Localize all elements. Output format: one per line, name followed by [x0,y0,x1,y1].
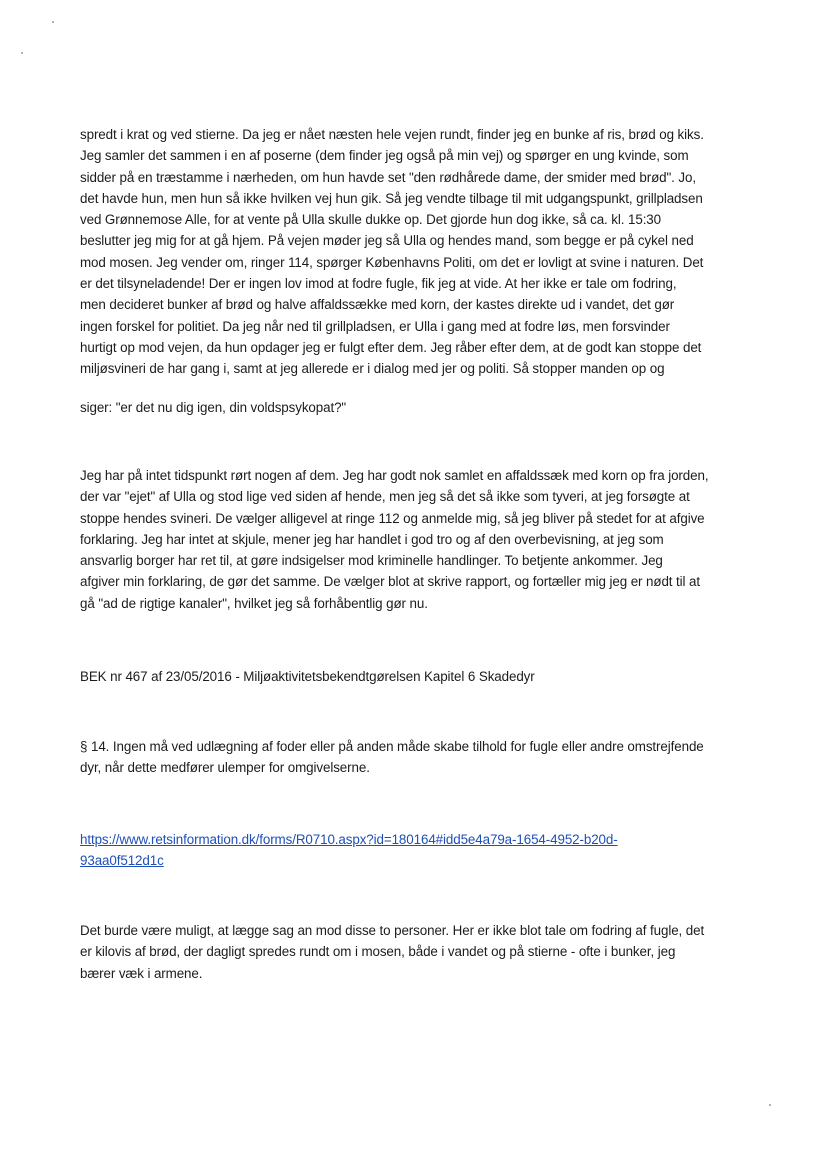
text-line: siger: "er det nu dig igen, din voldspsykopat?" [80,400,347,415]
paragraph-conclusion [80,920,748,984]
paragraph-narrative [80,124,748,380]
text-line: gå "ad de rigtige kanaler", hvilket jeg så forhåbentlig gør nu. [80,595,428,611]
text-line: er kilovis af brød, der dagligt spredes rundt om i mosen, både i vandet og på stierne - ofte i bunker, jeg [80,944,676,960]
paragraph-explanation [80,465,748,614]
scan-speck [769,1104,771,1106]
paragraph-quote [80,397,748,418]
text-line: dyr, når dette medfører ulemper for omgivelserne. [80,760,370,776]
text-line: men decideret bunker af brød og halve affaldssække med korn, der kastes direkte ud i vandet, det gør [80,297,675,313]
scan-speck [52,21,54,23]
text-line: miljøsvineri de har gang i, samt at jeg allerede er i dialog med jer og politi. Så stopper manden op og [80,361,665,377]
text-line: Det burde være muligt, at lægge sag an mod disse to personer. Her er ikke blot tale om fodring af fugle, det [80,923,705,938]
regulation-link[interactable] [80,829,748,872]
text-line: forklaring. Jeg har intet at skjule, mener jeg har handlet i god tro og af den overbevisning, at jeg som [80,531,664,547]
text-line: det havde hun, men hun så ikke hvilken vej hun gik. Så jeg vendte tilbage til mit udgangspunkt, grillpladsen [80,190,703,206]
text-line: sidder på en træstamme i nærheden, om hun havde set "den rødhårede dame, der smider med brød". Jo, [80,169,696,185]
text-line: spredt i krat og ved stierne. Da jeg er nået næsten hele vejen rundt, finder jeg en bunke af ris, brød og kiks. [80,127,704,142]
text-line: beslutter jeg mig for at gå hjem. På vejen møder jeg så Ulla og hendes mand, som begge er på cykel ned [80,233,694,249]
regulation-reference [80,666,748,687]
text-line: ingen forskel for politiet. Da jeg når ned til grillpladsen, er Ulla i gang med at fodre løs, men forsvinder [80,318,670,334]
text-line: bærer væk i armene. [80,965,203,981]
text-line: BEK nr 467 af 23/05/2016 - Miljøaktivitetsbekendtgørelsen Kapitel 6 Skadedyr [80,669,535,684]
regulation-section [80,736,748,779]
text-line: Jeg samler det sammen i en af poserne (dem finder jeg også på min vej) og spørger en ung kvinde, som [80,148,689,164]
text-line: der var "ejet" af Ulla og stod lige ved siden af hende, men jeg så det så ikke som tyveri, at jeg forsøgte at [80,489,690,505]
text-line: er det tilsyneladende! Der er ingen lov imod at fodre fugle, fik jeg at vide. At her ikke er tale om fodring, [80,276,677,292]
scan-speck [21,52,23,54]
text-line: hurtigt op mod vejen, da hun opdager jeg er fulgt efter dem. Jeg råber efter dem, at de godt kan stoppe det [80,339,702,355]
text-line: ansvarlig borger har ret til, at gøre indsigelser mod kriminelle handlinger. To betjente ankommer. Jeg [80,553,663,569]
text-line: § 14. Ingen må ved udlægning af foder eller på anden måde skabe tilhold for fugle eller andre omstrejfende [80,739,704,754]
text-line: Jeg har på intet tidspunkt rørt nogen af dem. Jeg har godt nok samlet en affaldssæk med korn op fra jorden, [80,468,709,483]
link-line[interactable]: 93aa0f512d1c [80,853,164,869]
text-line: afgiver min forklaring, de gør det samme. De vælger blot at skrive rapport, og fortæller mig jeg er nødt til at [80,574,700,590]
text-line: mod mosen. Jeg vender om, ringer 114, spørger Københavns Politi, om det er lovligt at svine i naturen. Det [80,254,704,270]
text-line: stoppe hendes svineri. De vælger alligevel at ringe 112 og anmelde mig, så jeg bliver på stedet for at afgive [80,510,705,526]
link-line[interactable]: https://www.retsinformation.dk/forms/R0710.aspx?id=180164#idd5e4a79a-1654-4952-b20d- [80,832,618,847]
text-line: ved Grønnemose Alle, for at vente på Ulla skulle dukke op. Det gjorde hun dog ikke, så ca. kl. 15:30 [80,212,662,228]
